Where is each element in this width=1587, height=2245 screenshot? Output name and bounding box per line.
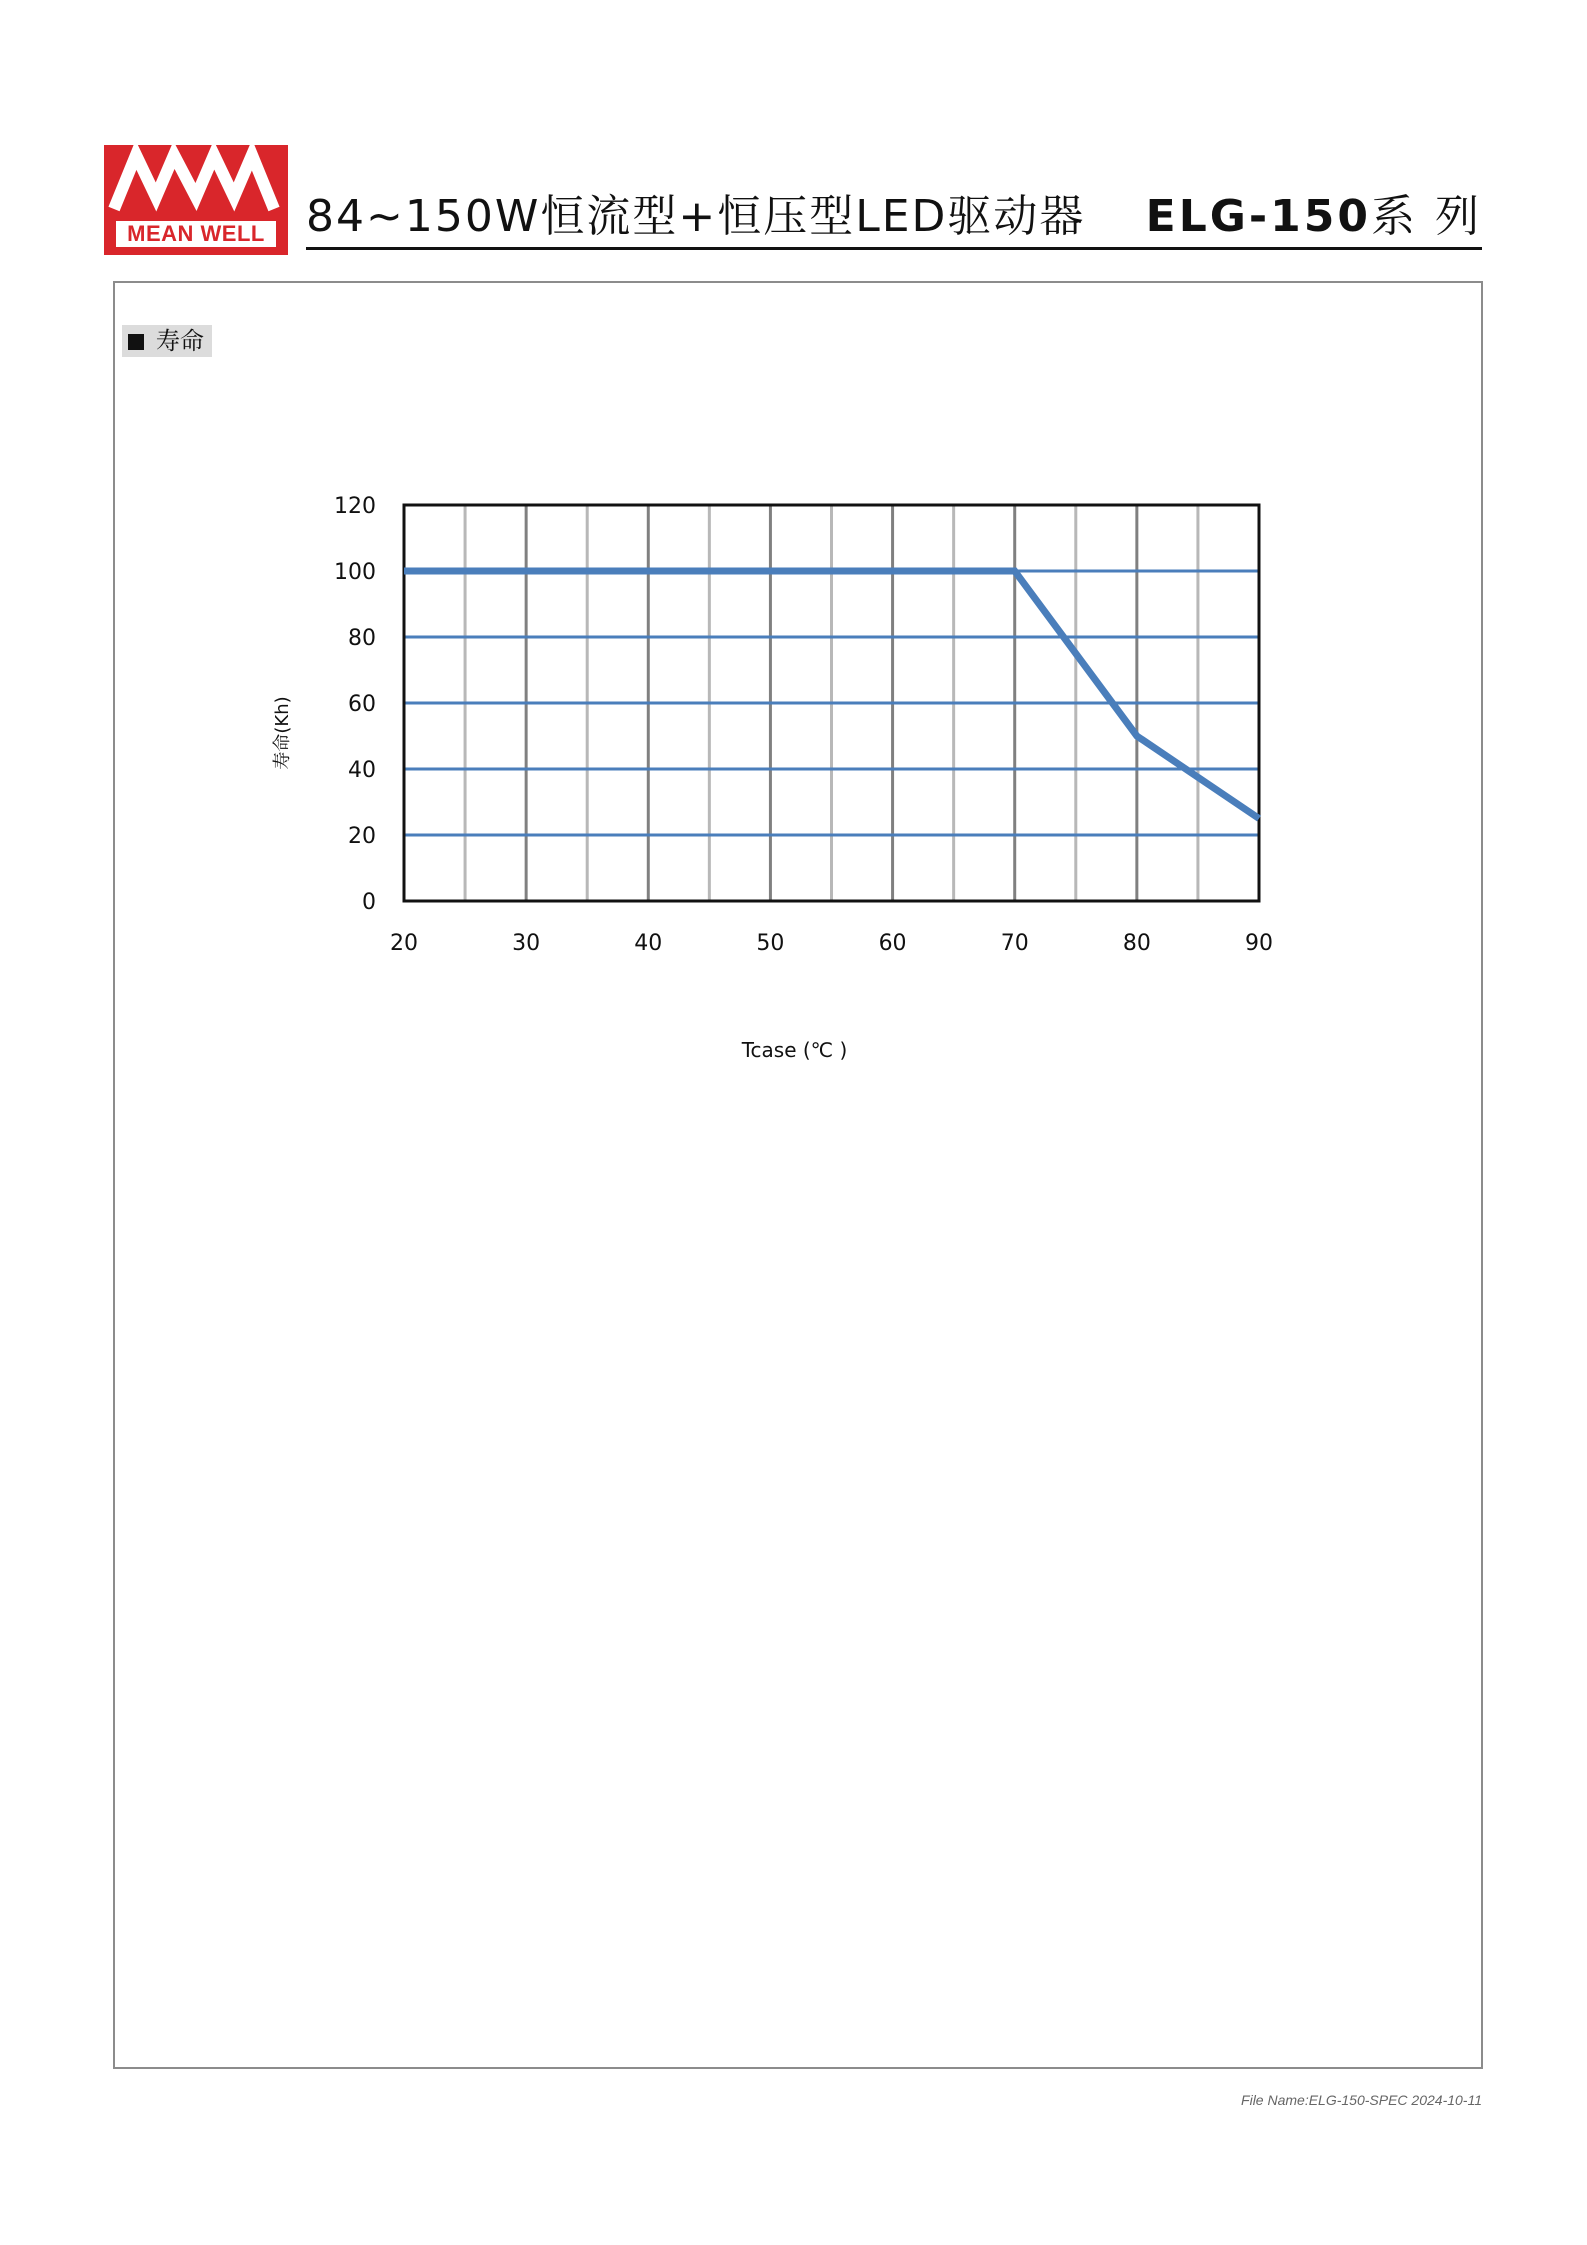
logo-text: MEAN WELL xyxy=(116,221,276,247)
x-tick-label: 50 xyxy=(756,931,785,956)
x-tick-label: 20 xyxy=(390,931,418,956)
y-tick-label: 0 xyxy=(362,890,376,915)
series-model: ELG-150 xyxy=(1145,191,1371,242)
y-tick-label: 40 xyxy=(348,758,376,783)
x-tick-label: 30 xyxy=(512,931,541,956)
x-tick-label: 40 xyxy=(634,931,663,956)
series-suffix: 系 列 xyxy=(1371,191,1482,242)
chart-y-axis-label: 寿命(Kh) xyxy=(272,696,293,770)
x-tick-label: 60 xyxy=(878,931,907,956)
y-tick-label: 100 xyxy=(334,560,376,585)
y-tick-label: 60 xyxy=(348,692,376,717)
x-tick-label: 90 xyxy=(1245,931,1273,956)
y-tick-label: 120 xyxy=(334,494,376,519)
y-tick-label: 20 xyxy=(348,824,376,849)
chart-y-tick-labels xyxy=(334,494,376,915)
chart-x-axis-label: Tcase (℃ ) xyxy=(741,1038,848,1062)
page-title: 84~150W恒流型+恒压型LED驱动器 xyxy=(306,191,1086,242)
section-heading-text: 寿命 xyxy=(156,327,204,355)
chart-x-tick-labels xyxy=(390,931,1273,956)
lifetime-chart xyxy=(0,0,1587,1100)
y-tick-label: 80 xyxy=(348,626,376,651)
x-tick-label: 70 xyxy=(1000,931,1029,956)
x-tick-label: 80 xyxy=(1122,931,1151,956)
footer-file-name: File Name:ELG-150-SPEC 2024-10-11 xyxy=(1241,2092,1482,2108)
